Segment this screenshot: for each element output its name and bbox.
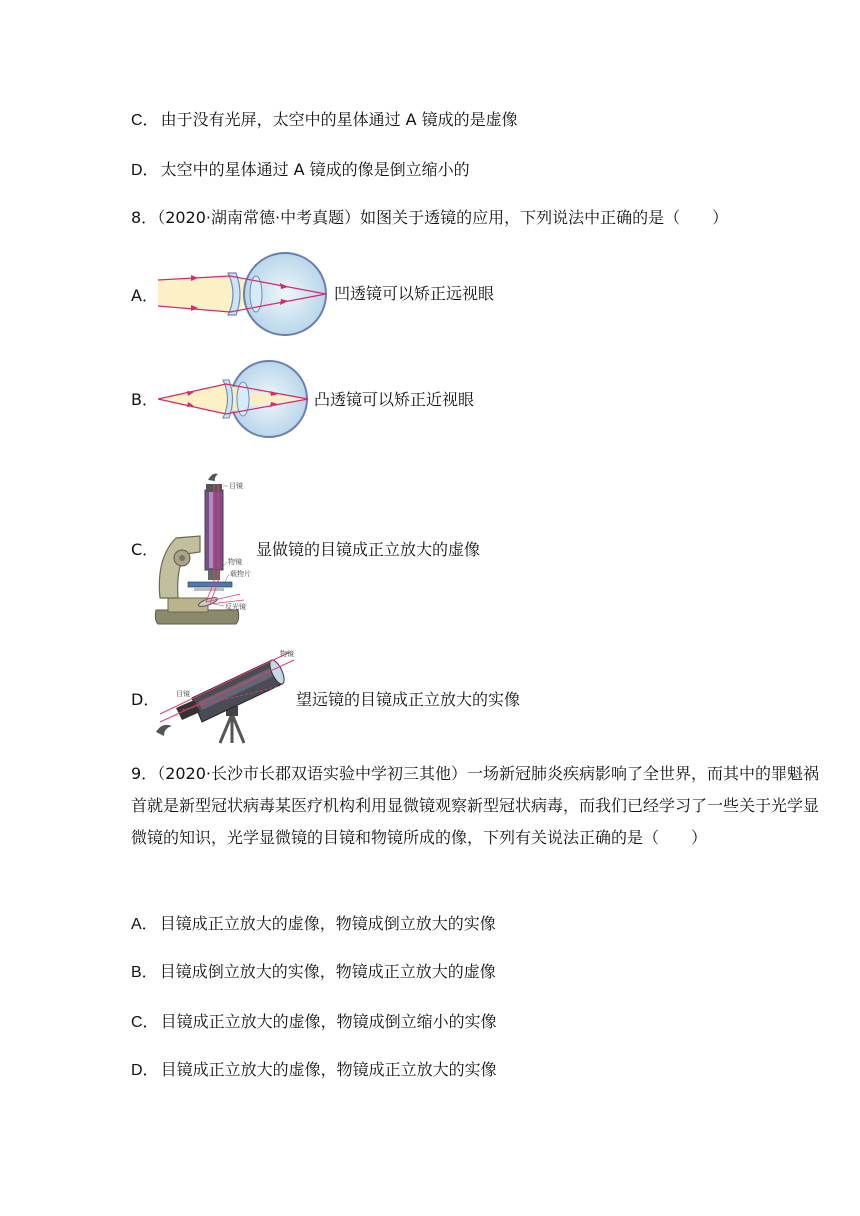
telescope-figure	[152, 648, 297, 744]
option-letter: C．	[131, 1014, 159, 1031]
option-text: 目镜成倒立放大的实像，物镜成正立放大的虚像	[159, 962, 496, 981]
q9-option-c	[131, 1012, 497, 1033]
option-letter: D．	[131, 1062, 159, 1079]
option-text: 目镜成正立放大的虚像，物镜成倒立放大的实像	[159, 914, 496, 933]
q8-option-c-caption: 显做镜的目镜成正立放大的虚像	[256, 540, 481, 559]
label-tele-eyepiece: 目镜	[176, 690, 190, 698]
option-letter: C．	[131, 112, 159, 129]
q9-option-d	[131, 1060, 497, 1081]
question-number: 8．	[131, 208, 158, 227]
q7-option-d	[131, 160, 470, 181]
eye-convex-lens-figure	[158, 358, 313, 440]
option-letter: B．	[131, 964, 158, 981]
q8-stem	[131, 208, 728, 228]
q8-option-a-letter: A．	[131, 286, 158, 305]
question-text: （2020·长沙市长郡双语实验中学初三其他）一场新冠肺炎疾病影响了全世界，而其中的罪魁祸首就是新型冠状病毒某医疗机构利用显微镜观察新型冠状病毒，而我们已经学习了一些关于光学显微镜的知识，光学显微镜的目镜和物镜所成的像，下列有关说法正确的是（ ）	[131, 764, 820, 847]
q8-option-b-caption: 凸透镜可以矫正近视眼	[314, 390, 475, 409]
q9-stem	[131, 758, 831, 854]
q8-option-d-letter: D．	[131, 690, 160, 709]
q8-option-a-caption: 凹透镜可以矫正远视眼	[334, 284, 495, 303]
option-letter: A．	[131, 916, 158, 933]
label-tele-objective: 物镜	[280, 650, 294, 658]
label-mirror: 反光镜	[225, 603, 246, 611]
option-text: 目镜成正立放大的虚像，物镜成正立放大的实像	[160, 1060, 497, 1079]
option-text: 太空中的星体通过 A 镜成的像是倒立缩小的	[160, 160, 470, 179]
q8-option-d-caption: 望远镜的目镜成正立放大的实像	[296, 690, 521, 709]
q8-option-c-letter: C．	[131, 540, 159, 559]
microscope-figure	[152, 470, 257, 628]
label-eyepiece: 目镜	[229, 482, 243, 490]
option-letter: D．	[131, 162, 159, 179]
eye-concave-lens-figure	[158, 250, 333, 340]
question-number: 9．	[131, 764, 158, 783]
q9-option-b	[131, 962, 496, 983]
question-text: （2020·湖南常德·中考真题）如图关于透镜的应用，下列说法中正确的是（ ）	[157, 208, 729, 227]
q7-option-c	[131, 110, 518, 131]
q9-option-a	[131, 914, 496, 935]
label-objective: 物镜	[228, 558, 242, 566]
label-slide: 载物片	[230, 570, 251, 578]
option-text: 目镜成正立放大的虚像，物镜成倒立缩小的实像	[160, 1012, 497, 1031]
q8-option-b-letter: B．	[131, 390, 158, 409]
option-text: 由于没有光屏，太空中的星体通过 A 镜成的是虚像	[160, 110, 518, 129]
